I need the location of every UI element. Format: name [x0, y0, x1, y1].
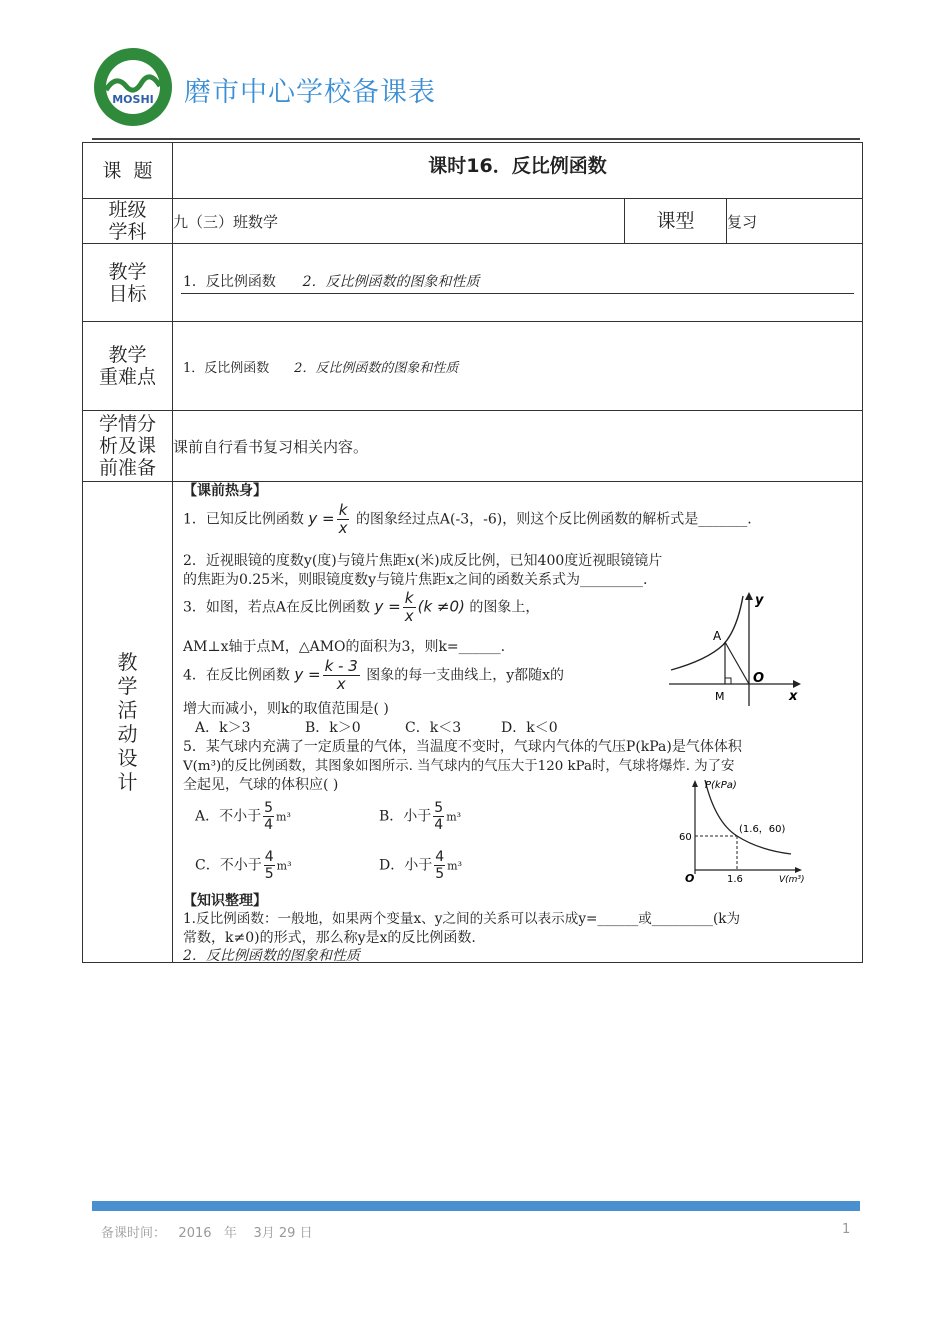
svg-text:x: x — [789, 689, 798, 704]
knowledge-2: 2．反比例函数的图象和性质 — [183, 948, 360, 964]
topic-label: 课 题 — [83, 143, 173, 199]
warmup-heading: 【课前热身】 — [183, 483, 267, 499]
q5-option-a: A．不小于 $\frac{5}{4}$ m³ — [195, 800, 291, 833]
svg-text:MOSHI: MOSHI — [112, 93, 154, 106]
q5-option-b: B．小于 $\frac{5}{4}$ m³ — [379, 800, 462, 833]
svg-text:60: 60 — [679, 832, 692, 843]
question-5-line-3: 全起见，气球的体积应( ) — [183, 777, 339, 793]
topic-value-cell — [173, 143, 863, 199]
question-5-line-2: V(m³)的反比例函数，其图象如图所示. 当气球内的气压大于120 kPa时，气球将爆炸. 为了安 — [183, 759, 735, 774]
class-subject-label: 班级 学科 — [83, 199, 173, 244]
knowledge-1-line-1: 1.反比例函数：一般地，如果两个变量x、y之间的关系可以表示成y=______或_________(k为 — [183, 911, 741, 927]
svg-text:y: y — [755, 593, 764, 608]
question-4-line-2: 增大而减小，则k的取值范围是( ) — [183, 701, 389, 717]
knowledge-1-line-2: 常数，k≠0)的形式，那么称y是x的反比例函数. — [183, 930, 476, 946]
svg-text:V(m³): V(m³) — [779, 875, 805, 885]
question-2-line-2: 的焦距为0.25米，则眼镜度数y与镜片焦距x之间的函数关系式为_________. — [183, 572, 648, 588]
q5-option-c: C．不小于 $\frac{4}{5}$ m³ — [195, 849, 292, 882]
svg-text:M: M — [715, 690, 725, 703]
question-3: 3．如图，若点A在反比例函数 y = $\frac{k}{x}$ (k ≠0) 的图象上， — [183, 589, 540, 625]
knowledge-heading: 【知识整理】 — [183, 893, 267, 909]
difficulty-value: 1．反比例函数 2．反比例函数的图象和性质 — [173, 322, 863, 411]
svg-text:O: O — [753, 671, 765, 686]
question-3-line-2: AM⊥x轴于点M，△AMO的面积为3，则k=______. — [183, 639, 506, 655]
school-logo — [92, 46, 174, 128]
prep-value: 课前自行看书复习相关内容。 — [173, 411, 863, 482]
lesson-title: 课时16．反比例函数 — [428, 155, 607, 177]
svg-text:1.6: 1.6 — [727, 874, 743, 885]
question-5-line-1: 5．某气球内充满了一定质量的气体，当温度不变时，气球内气体的气压P(kPa)是气体体积 — [183, 739, 742, 755]
svg-text:A: A — [713, 629, 722, 643]
question-4-options: A．k＞3 B．k＞0 C．k＜3 D．k＜0 — [195, 720, 558, 736]
school-title: 磨市中心学校备课表 — [184, 77, 436, 108]
goal-label: 教学 目标 — [83, 244, 173, 322]
activity-label: 教 学 活 动 设 计 — [83, 482, 173, 963]
q5-option-d: D．小于 $\frac{4}{5}$ m³ — [379, 849, 462, 882]
svg-text:(1.6，60): (1.6，60) — [739, 824, 786, 835]
prep-label: 学情分 析及课 前准备 — [83, 411, 173, 482]
class-value: 九（三）班数学 — [173, 199, 625, 244]
lesson-type-value: 复习 — [727, 199, 863, 244]
difficulty-label: 教学 重难点 — [83, 322, 173, 411]
question-4: 4．在反比例函数 y = $\frac{k - 3}{x}$ 图象的每一支曲线上，y都随x的 — [183, 657, 565, 693]
goal-value: 1．反比例函数 2．反比例函数的图象和性质 — [173, 244, 863, 322]
svg-text:P(kPa): P(kPa) — [705, 780, 737, 791]
header-divider — [92, 138, 860, 140]
page-number: 1 — [842, 1222, 851, 1237]
activity-content — [173, 482, 863, 963]
pressure-volume-figure — [671, 774, 813, 890]
lesson-plan-table — [82, 142, 863, 963]
question-2-line-1: 2．近视眼镜的度数y(度)与镜片焦距x(米)成反比例，已知400度近视眼镜镜片 — [183, 553, 663, 569]
footer-bar — [92, 1201, 860, 1211]
lesson-type-label: 课型 — [625, 199, 727, 244]
hyperbola-figure — [667, 590, 807, 708]
question-1: 1．已知反比例函数 y = $\frac{k}{x}$ 的图象经过点A(-3，-6)，则这个反比例函数的解析式是_______. — [183, 501, 752, 537]
prep-date: 备课时间： 2016 年 3月 29 日 — [101, 1226, 313, 1241]
svg-text:O: O — [685, 872, 695, 885]
